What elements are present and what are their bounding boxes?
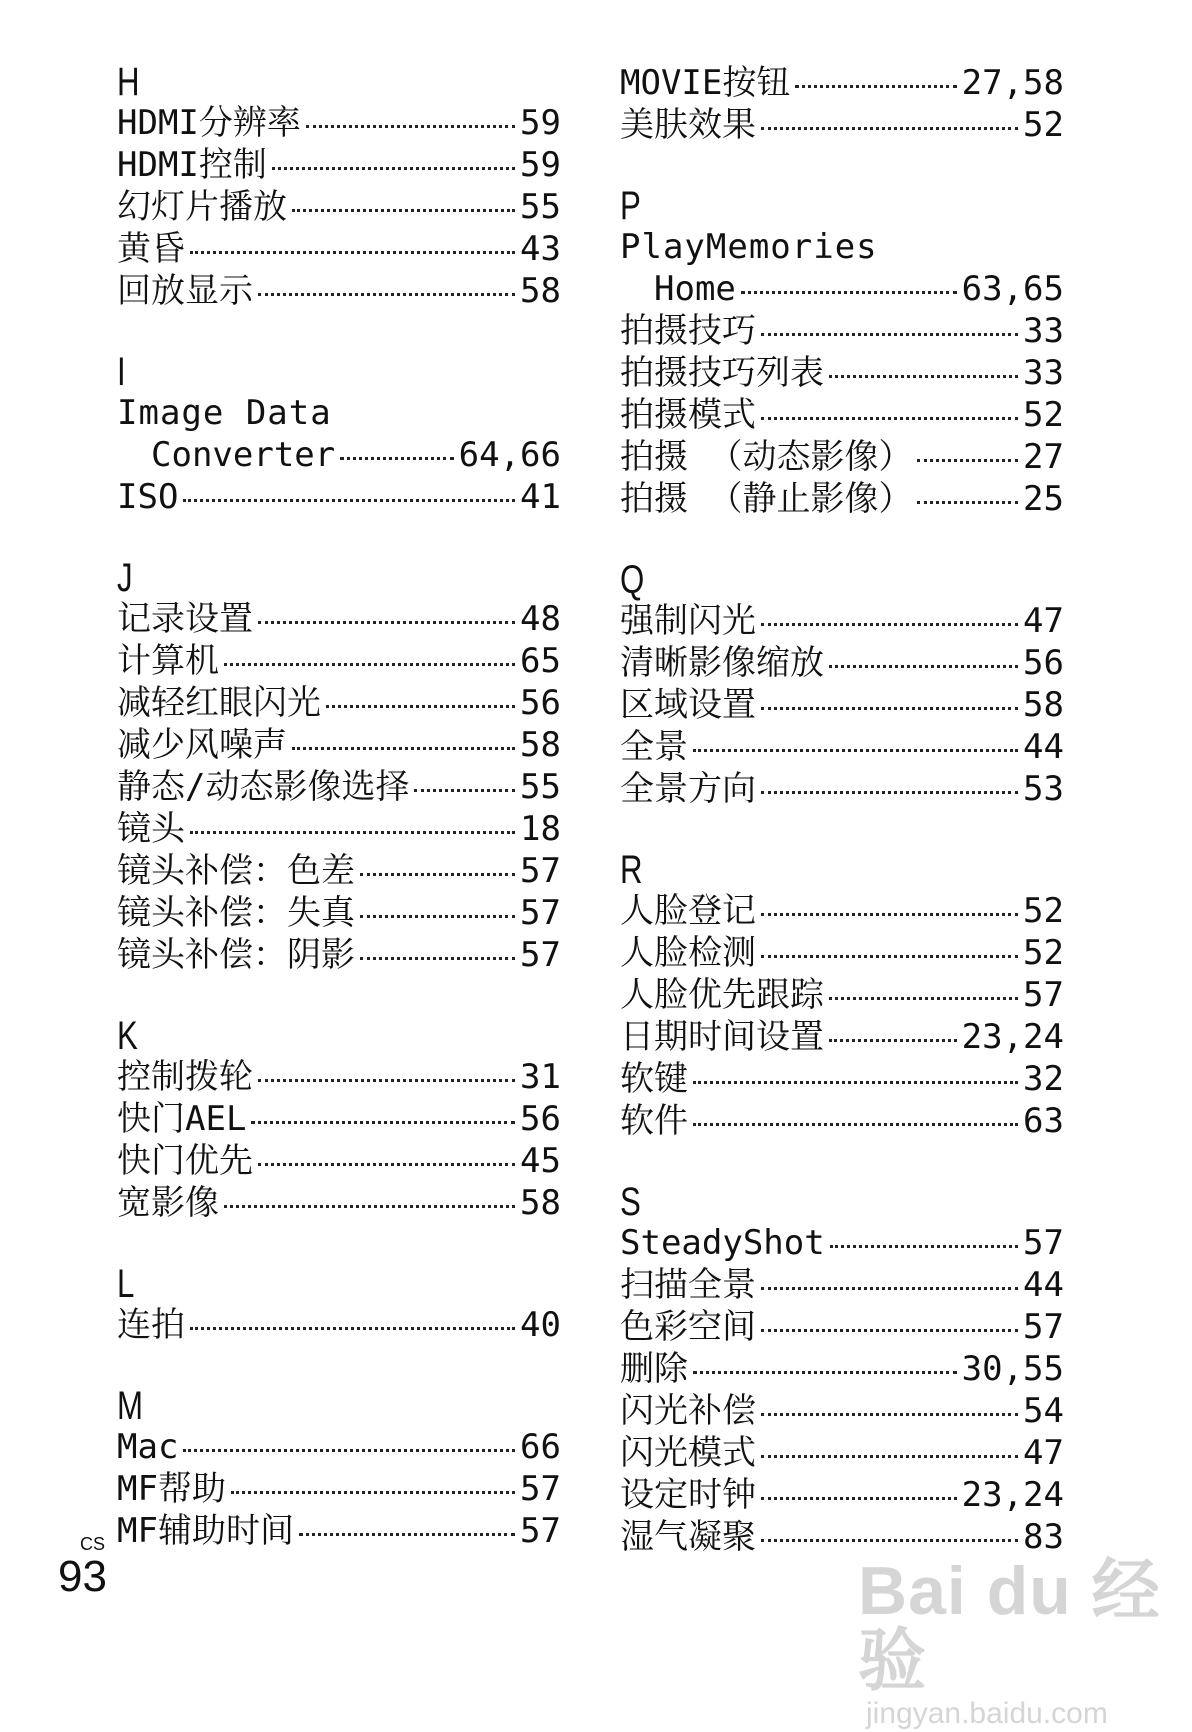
index-entry <box>117 934 561 976</box>
entry-page: 33 <box>1023 353 1064 393</box>
dot-leader <box>693 1081 1018 1084</box>
entry-term: MOVIE按钮 <box>620 63 791 103</box>
entry-term: 计算机 <box>117 641 219 681</box>
section-letter: Q <box>620 558 645 602</box>
dot-leader <box>272 167 515 170</box>
dot-leader <box>693 749 1018 752</box>
watermark-logo-text: Bai du 经验 <box>858 1553 1161 1699</box>
entry-page: 40 <box>520 1305 561 1345</box>
page-number <box>58 1534 107 1601</box>
entry-term: 拍摄模式 <box>620 395 756 435</box>
index-section <box>620 560 1064 810</box>
section-letter: H <box>117 60 140 104</box>
index-entry <box>117 640 561 682</box>
dot-leader <box>183 499 515 502</box>
entry-term: 人脸优先跟踪 <box>620 975 824 1015</box>
index-entry <box>117 270 561 312</box>
index-entry <box>620 268 1064 310</box>
index-section <box>117 352 561 518</box>
section-letter: L <box>117 1262 135 1306</box>
dot-leader <box>414 789 515 792</box>
entry-term: Converter <box>151 435 336 475</box>
index-section <box>620 62 1064 146</box>
entry-page: 33 <box>1023 311 1064 351</box>
entry-page: 32 <box>1023 1059 1064 1099</box>
dot-leader <box>761 955 1018 958</box>
entry-term: MF帮助 <box>117 1469 226 1509</box>
entry-term: 黄昏 <box>117 229 185 269</box>
entry-page: 65 <box>520 641 561 681</box>
index-entry <box>620 1348 1064 1390</box>
index-entry <box>620 1516 1064 1558</box>
entry-term: 镜头补偿：色差 <box>117 851 355 891</box>
entry-term: 扫描全景 <box>620 1265 756 1305</box>
entry-page: 18 <box>520 809 561 849</box>
entry-page: 47 <box>1023 601 1064 641</box>
section-letter: K <box>117 1014 138 1058</box>
section-letter: I <box>117 350 126 394</box>
index-entry <box>620 62 1064 104</box>
index-entry <box>117 1510 561 1552</box>
entry-term: SteadyShot <box>620 1223 825 1263</box>
entry-page: 30,55 <box>961 1349 1064 1389</box>
dot-leader <box>761 1455 1018 1458</box>
entry-page: 55 <box>520 767 561 807</box>
index-entry <box>117 892 561 934</box>
dot-leader <box>306 125 515 128</box>
entry-term: 闪光模式 <box>620 1433 756 1473</box>
entry-term: 连拍 <box>117 1305 185 1345</box>
index-entry <box>117 598 561 640</box>
dot-leader <box>761 127 1018 130</box>
entry-page: 64,66 <box>458 435 561 475</box>
dot-leader <box>292 209 515 212</box>
entry-term: 日期时间设置 <box>620 1017 824 1057</box>
index-entry <box>620 1100 1064 1142</box>
entry-term: 强制闪光 <box>620 601 756 641</box>
dot-leader <box>761 791 1018 794</box>
entry-term: 控制拨轮 <box>117 1057 253 1097</box>
entry-page: 23,24 <box>961 1475 1064 1515</box>
dot-leader <box>829 1039 957 1042</box>
index-entry <box>620 642 1064 684</box>
entry-page: 58 <box>1023 685 1064 725</box>
entry-term: 湿气凝聚 <box>620 1517 756 1557</box>
entry-page: 58 <box>520 725 561 765</box>
dot-leader <box>830 1245 1018 1248</box>
index-entry <box>620 684 1064 726</box>
dot-leader <box>761 1329 1018 1332</box>
index-entry <box>117 434 561 476</box>
entry-term: 美肤效果 <box>620 105 756 145</box>
dot-leader <box>761 333 1018 336</box>
index-entry <box>117 476 561 518</box>
section-letter: R <box>620 848 643 892</box>
section-letter: P <box>620 184 641 228</box>
entry-term: ISO <box>117 477 179 517</box>
dot-leader <box>183 1449 515 1452</box>
language-code: CS <box>80 1534 106 1554</box>
index-entry <box>117 1056 561 1098</box>
right-index-column <box>620 62 1064 1598</box>
index-section <box>117 558 561 976</box>
index-entry <box>620 1058 1064 1100</box>
dot-leader <box>360 873 515 876</box>
entry-page: 57 <box>520 935 561 975</box>
entry-term: Image Data <box>117 393 332 433</box>
index-entry <box>117 1304 561 1346</box>
index-section <box>117 62 561 312</box>
index-entry <box>117 392 561 434</box>
index-entry <box>620 478 1064 520</box>
index-entry <box>117 724 561 766</box>
dot-leader <box>917 501 1018 504</box>
index-entry <box>620 1474 1064 1516</box>
index-entry <box>117 144 561 186</box>
index-section <box>620 186 1064 520</box>
entry-term: 回放显示 <box>117 271 253 311</box>
index-section <box>117 1264 561 1346</box>
index-entry <box>620 352 1064 394</box>
dot-leader <box>693 1123 1018 1126</box>
index-entry <box>117 102 561 144</box>
entry-term: 人脸登记 <box>620 891 756 931</box>
page-number-value: 93 <box>58 1552 107 1601</box>
index-entry <box>620 768 1064 810</box>
entry-page: 63,65 <box>961 269 1064 309</box>
index-entry <box>620 1264 1064 1306</box>
index-entry <box>117 1468 561 1510</box>
entry-page: 56 <box>520 683 561 723</box>
entry-page: 53 <box>1023 769 1064 809</box>
entry-page: 59 <box>520 103 561 143</box>
dot-leader <box>190 1327 515 1330</box>
index-section <box>620 1182 1064 1558</box>
dot-leader <box>224 1205 515 1208</box>
dot-leader <box>258 1163 515 1166</box>
entry-term: HDMI控制 <box>117 145 267 185</box>
entry-term: 快门优先 <box>117 1141 253 1181</box>
entry-term: 拍摄 （静止影像） <box>620 479 913 519</box>
entry-page: 25 <box>1023 479 1064 519</box>
entry-page: 52 <box>1023 933 1064 973</box>
entry-page: 52 <box>1023 891 1064 931</box>
entry-term: 幻灯片播放 <box>117 187 287 227</box>
entry-term: 镜头补偿：阴影 <box>117 935 355 975</box>
index-entry <box>620 932 1064 974</box>
dot-leader <box>231 1491 515 1494</box>
index-entry <box>117 1140 561 1182</box>
index-entry <box>620 1222 1064 1264</box>
entry-term: MF辅助时间 <box>117 1511 294 1551</box>
dot-leader <box>829 375 1018 378</box>
index-section <box>117 1386 561 1552</box>
entry-term: Home <box>654 269 736 309</box>
entry-page: 48 <box>520 599 561 639</box>
index-entry <box>620 1432 1064 1474</box>
dot-leader <box>360 915 515 918</box>
entry-page: 52 <box>1023 395 1064 435</box>
index-entry <box>117 766 561 808</box>
index-entry <box>117 228 561 270</box>
entry-term: 清晰影像缩放 <box>620 643 824 683</box>
entry-page: 54 <box>1023 1391 1064 1431</box>
entry-term: 静态/动态影像选择 <box>117 767 410 807</box>
watermark-url: jingyan.baidu.com <box>866 1697 1108 1730</box>
entry-page: 63 <box>1023 1101 1064 1141</box>
entry-page: 59 <box>520 145 561 185</box>
entry-term: 镜头补偿：失真 <box>117 893 355 933</box>
section-letter: M <box>117 1384 143 1428</box>
dot-leader <box>761 707 1018 710</box>
entry-term: 删除 <box>620 1349 688 1389</box>
baidu-watermark <box>858 1553 1178 1730</box>
dot-leader <box>299 1533 515 1536</box>
dot-leader <box>761 1539 1018 1542</box>
dot-leader <box>292 747 515 750</box>
dot-leader <box>917 459 1018 462</box>
index-entry <box>117 682 561 724</box>
dot-leader <box>795 85 956 88</box>
entry-term: 软件 <box>620 1101 688 1141</box>
entry-page: 57 <box>1023 975 1064 1015</box>
dot-leader <box>190 831 515 834</box>
entry-term: 软键 <box>620 1059 688 1099</box>
entry-term: 闪光补偿 <box>620 1391 756 1431</box>
index-entry <box>620 104 1064 146</box>
entry-page: 57 <box>520 893 561 933</box>
entry-page: 58 <box>520 1183 561 1223</box>
index-entry <box>620 600 1064 642</box>
index-entry <box>620 1016 1064 1058</box>
entry-term: 设定时钟 <box>620 1475 756 1515</box>
index-entry <box>620 726 1064 768</box>
entry-page: 83 <box>1023 1517 1064 1557</box>
entry-term: 拍摄技巧 <box>620 311 756 351</box>
entry-term: 减少风噪声 <box>117 725 287 765</box>
index-section <box>117 1016 561 1224</box>
dot-leader <box>741 291 957 294</box>
dot-leader <box>829 997 1018 1000</box>
index-entry <box>620 436 1064 478</box>
entry-term: Mac <box>117 1427 179 1467</box>
section-letter: S <box>620 1180 641 1224</box>
entry-page: 57 <box>520 851 561 891</box>
entry-page: 57 <box>1023 1223 1064 1263</box>
entry-term: 全景 <box>620 727 688 767</box>
dot-leader <box>190 251 515 254</box>
entry-page: 27 <box>1023 437 1064 477</box>
entry-page: 44 <box>1023 727 1064 767</box>
entry-term: PlayMemories <box>620 227 878 267</box>
entry-term: 色彩空间 <box>620 1307 756 1347</box>
index-entry <box>117 1182 561 1224</box>
index-entry <box>117 1098 561 1140</box>
entry-page: 56 <box>1023 643 1064 683</box>
entry-page: 47 <box>1023 1433 1064 1473</box>
index-entry <box>620 1306 1064 1348</box>
index-entry <box>620 974 1064 1016</box>
index-entry <box>117 186 561 228</box>
index-entry <box>117 850 561 892</box>
index-entry <box>620 226 1064 268</box>
entry-page: 23,24 <box>961 1017 1064 1057</box>
dot-leader <box>340 457 453 460</box>
left-index-column <box>117 62 561 1592</box>
entry-page: 44 <box>1023 1265 1064 1305</box>
entry-page: 66 <box>520 1427 561 1467</box>
index-entry <box>620 394 1064 436</box>
entry-term: 人脸检测 <box>620 933 756 973</box>
dot-leader <box>360 957 515 960</box>
entry-page: 31 <box>520 1057 561 1097</box>
section-letter: J <box>117 556 133 600</box>
dot-leader <box>258 621 515 624</box>
dot-leader <box>251 1121 515 1124</box>
entry-term: 减轻红眼闪光 <box>117 683 321 723</box>
dot-leader <box>761 623 1018 626</box>
entry-term: 镜头 <box>117 809 185 849</box>
dot-leader <box>258 1079 515 1082</box>
entry-term: 全景方向 <box>620 769 756 809</box>
dot-leader <box>693 1371 957 1374</box>
dot-leader <box>829 665 1018 668</box>
dot-leader <box>761 1287 1018 1290</box>
dot-leader <box>761 913 1018 916</box>
entry-page: 58 <box>520 271 561 311</box>
entry-term: 快门AEL <box>117 1099 247 1139</box>
entry-term: 拍摄 （动态影像） <box>620 437 913 477</box>
entry-term: HDMI分辨率 <box>117 103 301 143</box>
entry-term: 区域设置 <box>620 685 756 725</box>
index-entry <box>620 890 1064 932</box>
index-section <box>620 850 1064 1142</box>
dot-leader <box>761 1497 957 1500</box>
entry-page: 45 <box>520 1141 561 1181</box>
entry-page: 56 <box>520 1099 561 1139</box>
entry-term: 记录设置 <box>117 599 253 639</box>
entry-term: 宽影像 <box>117 1183 219 1223</box>
index-entry <box>620 310 1064 352</box>
index-entry <box>117 808 561 850</box>
entry-term: 拍摄技巧列表 <box>620 353 824 393</box>
entry-page: 55 <box>520 187 561 227</box>
entry-page: 57 <box>520 1511 561 1551</box>
entry-page: 27,58 <box>961 63 1064 103</box>
entry-page: 43 <box>520 229 561 269</box>
index-entry <box>620 1390 1064 1432</box>
dot-leader <box>258 293 515 296</box>
dot-leader <box>761 417 1018 420</box>
entry-page: 57 <box>1023 1307 1064 1347</box>
entry-page: 57 <box>520 1469 561 1509</box>
entry-page: 41 <box>520 477 561 517</box>
dot-leader <box>326 705 515 708</box>
entry-page: 52 <box>1023 105 1064 145</box>
dot-leader <box>224 663 515 666</box>
dot-leader <box>761 1413 1018 1416</box>
index-entry <box>117 1426 561 1468</box>
